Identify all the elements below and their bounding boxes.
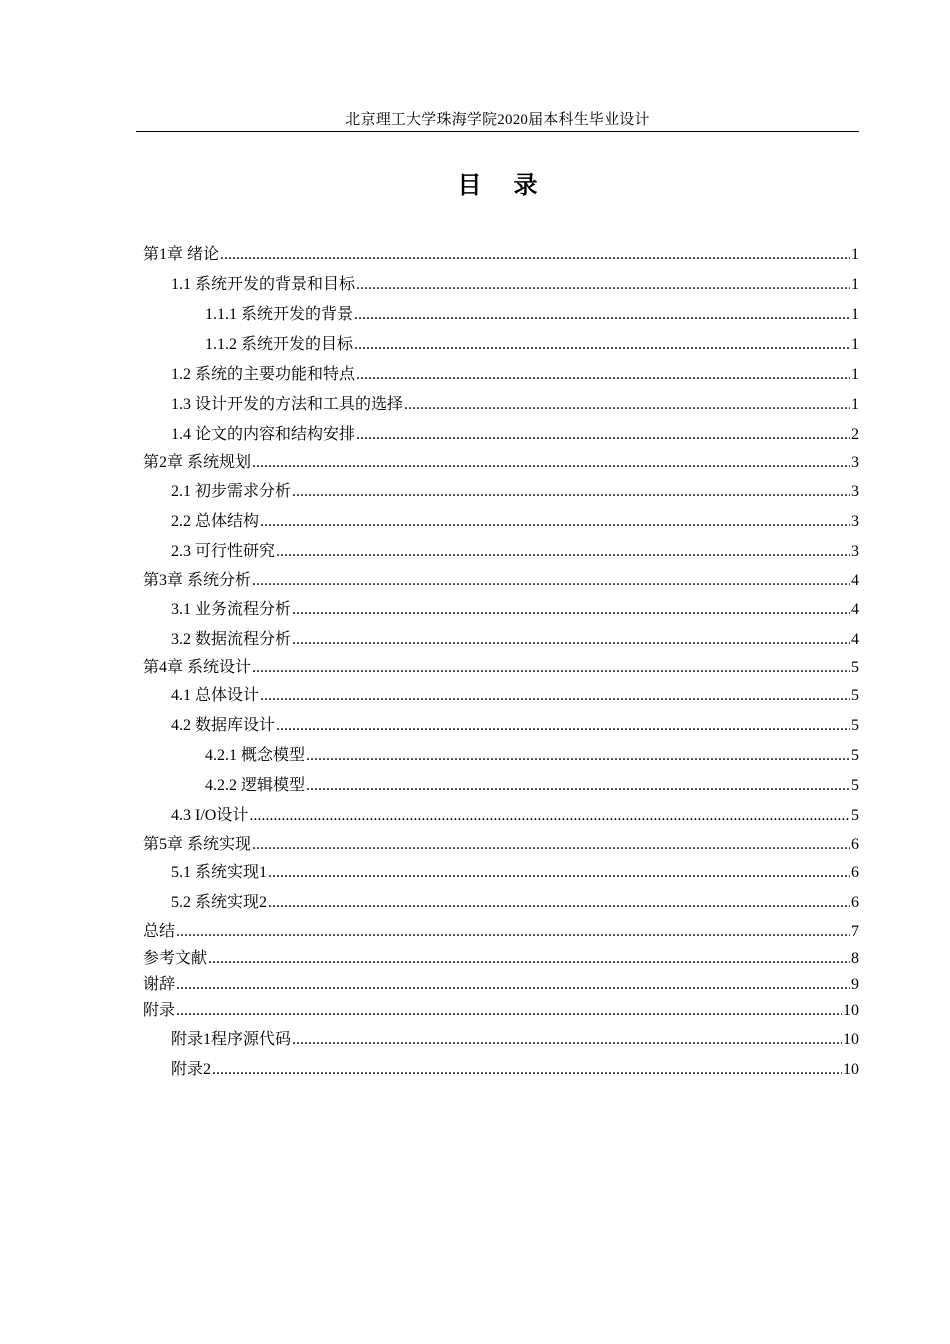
toc-entry[interactable] [171, 686, 859, 706]
toc-entry[interactable] [143, 835, 859, 855]
toc-entry-page: 6 [851, 864, 859, 881]
toc-entry-page: 5 [851, 717, 859, 734]
toc-entry-page: 1 [851, 246, 859, 263]
toc-leader-dots [306, 776, 850, 796]
toc-entry[interactable] [171, 275, 859, 295]
toc-leader-dots [260, 512, 850, 532]
toc-entry[interactable] [205, 776, 859, 796]
toc-entry[interactable] [143, 571, 859, 591]
toc-entry[interactable] [171, 425, 859, 445]
toc-title-part1: 目 [457, 171, 482, 199]
toc-leader-dots [356, 365, 850, 385]
toc-entry[interactable] [143, 453, 859, 473]
toc-entry-title: 第5章 系统实现 [143, 836, 252, 853]
toc-leader-dots [356, 425, 850, 445]
toc-entry-title: 1.2 系统的主要功能和特点 [171, 366, 356, 383]
toc-entry-page: 10 [843, 1061, 859, 1078]
toc-leader-dots [356, 275, 850, 295]
toc-leader-dots [268, 893, 850, 913]
toc-entry-page: 2 [851, 426, 859, 443]
toc-leader-dots [212, 1060, 842, 1080]
toc-entry-title: 3.2 数据流程分析 [171, 631, 292, 648]
toc-entry-title: 总结 [143, 923, 176, 940]
toc-entry-page: 6 [851, 894, 859, 911]
toc-entry[interactable] [171, 600, 859, 620]
toc-entry-page: 5 [851, 777, 859, 794]
toc-entry-title: 1.1 系统开发的背景和目标 [171, 276, 356, 293]
toc-leader-dots [292, 482, 850, 502]
toc-leader-dots [220, 245, 850, 265]
toc-entry-page: 6 [851, 836, 859, 853]
toc-entry-page: 5 [851, 807, 859, 824]
toc-entry-title: 4.2 数据库设计 [171, 717, 276, 734]
toc-entry[interactable] [171, 365, 859, 385]
toc-entry-page: 1 [851, 396, 859, 413]
toc-entry-title: 1.4 论文的内容和结构安排 [171, 426, 356, 443]
toc-entry-title: 2.2 总体结构 [171, 513, 260, 530]
toc-leader-dots [249, 806, 850, 826]
toc-entry[interactable] [171, 482, 859, 502]
toc-entry-title: 5.1 系统实现1 [171, 864, 268, 881]
toc-entry[interactable] [171, 395, 859, 415]
toc-leader-dots [208, 949, 850, 969]
toc-entry[interactable] [205, 305, 859, 325]
toc-entry-title: 第4章 系统设计 [143, 659, 252, 676]
toc-entry-title: 1.1.1 系统开发的背景 [205, 306, 354, 323]
toc-leader-dots [252, 658, 850, 678]
toc-leader-dots [292, 600, 850, 620]
toc-leader-dots [404, 395, 850, 415]
toc-entry[interactable] [143, 949, 859, 969]
toc-entry[interactable] [171, 1060, 859, 1080]
toc-entry-page: 3 [851, 543, 859, 560]
toc-entry-title: 5.2 系统实现2 [171, 894, 268, 911]
toc-entry-page: 5 [851, 687, 859, 704]
toc-entry-title: 谢辞 [143, 976, 176, 993]
toc-entry-title: 第1章 绪论 [143, 246, 220, 263]
toc-entry[interactable] [171, 1030, 859, 1050]
toc-entry-title: 参考文献 [143, 950, 208, 967]
toc-entry-page: 3 [851, 513, 859, 530]
toc-leader-dots [354, 335, 850, 355]
toc-entry[interactable] [143, 658, 859, 678]
toc-leader-dots [306, 746, 850, 766]
toc-leader-dots [176, 975, 850, 995]
toc-entry-title: 第3章 系统分析 [143, 572, 252, 589]
toc-entry-page: 3 [851, 483, 859, 500]
toc-entry-title: 4.2.2 逻辑模型 [205, 777, 306, 794]
toc-entry-title: 1.3 设计开发的方法和工具的选择 [171, 396, 404, 413]
toc-leader-dots [276, 716, 850, 736]
toc-leader-dots [276, 542, 850, 562]
toc-leader-dots [252, 571, 850, 591]
toc-leader-dots [260, 686, 850, 706]
toc-entry-page: 3 [851, 454, 859, 471]
toc-leader-dots [252, 453, 850, 473]
toc-entry-page: 1 [851, 276, 859, 293]
toc-entry[interactable] [171, 512, 859, 532]
toc-leader-dots [354, 305, 850, 325]
toc-entry[interactable] [171, 716, 859, 736]
toc-entry-page: 10 [843, 1031, 859, 1048]
toc-entry-page: 4 [851, 572, 859, 589]
toc-entry-title: 附录2 [171, 1061, 212, 1078]
page-header: 北京理工大学珠海学院2020届本科生毕业设计 [345, 112, 650, 128]
toc-leader-dots [268, 863, 850, 883]
toc-entry-page: 1 [851, 366, 859, 383]
toc-entry-page: 9 [851, 976, 859, 993]
toc-entry-title: 第2章 系统规划 [143, 454, 252, 471]
toc-entry-page: 1 [851, 336, 859, 353]
toc-entry[interactable] [143, 245, 859, 265]
toc-entry-page: 7 [851, 923, 859, 940]
toc-entry-title: 2.1 初步需求分析 [171, 483, 292, 500]
toc-entry-title: 附录1程序源代码 [171, 1031, 292, 1048]
toc-entry[interactable] [171, 630, 859, 650]
toc-entry-page: 4 [851, 601, 859, 618]
toc-entry[interactable] [205, 746, 859, 766]
toc-entry-page: 5 [851, 659, 859, 676]
toc-entry-title: 3.1 业务流程分析 [171, 601, 292, 618]
toc-entry[interactable] [143, 1001, 859, 1021]
toc-entry-page: 10 [843, 1002, 859, 1019]
toc-entry[interactable] [171, 893, 859, 913]
toc-entry-page: 4 [851, 631, 859, 648]
toc-entry[interactable] [143, 922, 859, 942]
toc-leader-dots [252, 835, 850, 855]
toc-leader-dots [176, 922, 850, 942]
toc-entry-title: 4.3 I/O设计 [171, 807, 249, 824]
toc-entry[interactable] [171, 542, 859, 562]
toc-leader-dots [292, 1030, 842, 1050]
toc-entry-page: 8 [851, 950, 859, 967]
toc-entry-page: 1 [851, 306, 859, 323]
toc-entry-page: 5 [851, 747, 859, 764]
toc-leader-dots [292, 630, 850, 650]
toc-entry-title: 附录 [143, 1002, 176, 1019]
toc-entry[interactable] [171, 806, 859, 826]
toc-entry[interactable] [205, 335, 859, 355]
toc-title-part2: 录 [513, 171, 538, 199]
toc-entry[interactable] [143, 975, 859, 995]
toc-entry-title: 4.1 总体设计 [171, 687, 260, 704]
toc-entry-title: 2.3 可行性研究 [171, 543, 276, 560]
toc-entry-title: 4.2.1 概念模型 [205, 747, 306, 764]
toc-entry-title: 1.1.2 系统开发的目标 [205, 336, 354, 353]
toc-entry[interactable] [171, 863, 859, 883]
toc-leader-dots [176, 1001, 842, 1021]
